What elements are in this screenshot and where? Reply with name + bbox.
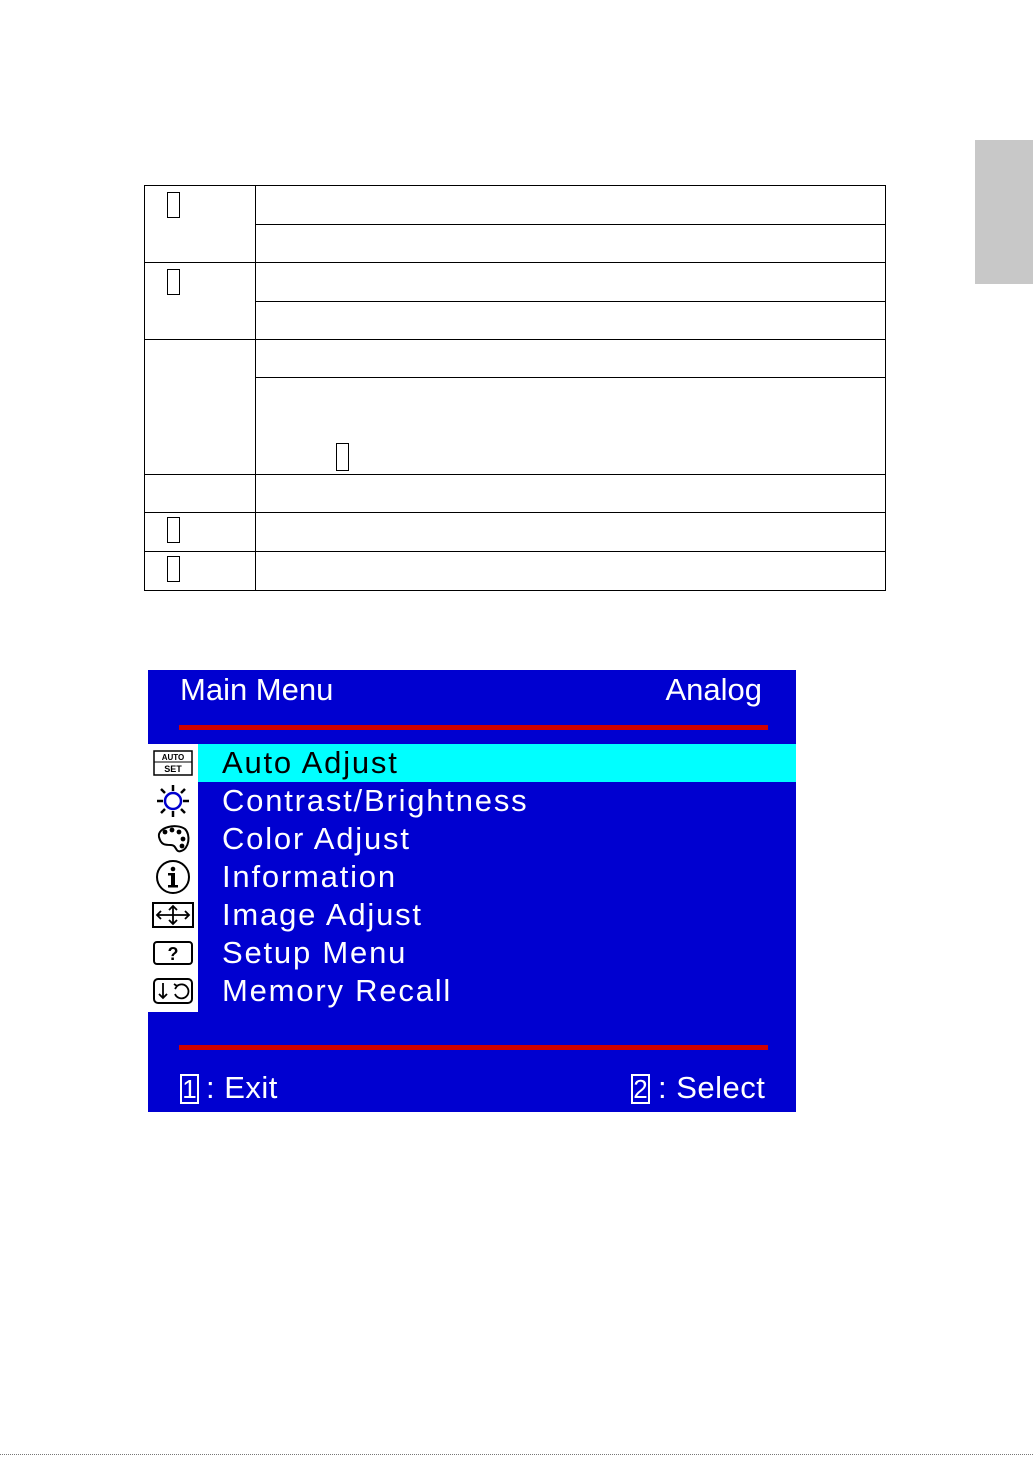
question-icon (152, 934, 194, 972)
key-cell (145, 186, 256, 263)
key-icon (167, 269, 180, 295)
description-cell (256, 263, 886, 302)
page-bottom-dotted-line (0, 1454, 1033, 1455)
description-cell (256, 475, 886, 513)
select-label: : Select (658, 1070, 766, 1105)
key-icon (167, 556, 180, 582)
exit-label: : Exit (206, 1070, 278, 1105)
input-mode-label: Analog (665, 672, 762, 707)
bottom-divider (179, 1045, 768, 1050)
key-icon (167, 517, 180, 543)
menu-item-information[interactable]: Information (222, 859, 397, 894)
menu-item-setup-menu[interactable]: Setup Menu (222, 935, 408, 970)
key-cell (145, 340, 256, 475)
svg-text:AUTO: AUTO (161, 753, 185, 762)
key-icon (336, 443, 349, 471)
sun-icon (152, 782, 194, 820)
top-divider (179, 725, 768, 730)
svg-text:?: ? (167, 944, 179, 964)
description-cell (256, 378, 886, 475)
key-cell (145, 513, 256, 552)
description-cell (256, 186, 886, 225)
menu-item-memory-recall[interactable]: Memory Recall (222, 973, 453, 1008)
osd-menu-list (198, 744, 796, 1010)
icon-column (148, 744, 198, 1012)
description-cell (256, 340, 886, 378)
menu-item-image-adjust[interactable]: Image Adjust (222, 897, 423, 932)
key-icon (167, 192, 180, 218)
menu-item-contrast-brightness[interactable]: Contrast/Brightness (222, 783, 529, 818)
osd-title: Main Menu (180, 672, 334, 707)
select-key-icon: 2 (631, 1074, 650, 1104)
description-cell (256, 513, 886, 552)
side-tab-marker (975, 140, 1033, 284)
description-cell (256, 552, 886, 591)
key-cell (145, 552, 256, 591)
info-icon (152, 858, 194, 896)
auto-set-icon (152, 744, 194, 782)
four-arrows-icon (152, 896, 194, 934)
menu-item-color-adjust[interactable]: Color Adjust (222, 821, 411, 856)
osd-main-menu (148, 670, 796, 1112)
exit-key-icon: 1 (180, 1074, 199, 1104)
menu-item-auto-adjust[interactable]: Auto Adjust (198, 744, 796, 782)
memory-recall-icon (152, 972, 194, 1010)
key-cell (145, 475, 256, 513)
key-cell (145, 263, 256, 340)
description-cell (256, 302, 886, 340)
description-cell (256, 225, 886, 263)
svg-text:SET: SET (164, 764, 182, 774)
button-key-table (144, 185, 886, 591)
palette-icon (152, 820, 194, 858)
